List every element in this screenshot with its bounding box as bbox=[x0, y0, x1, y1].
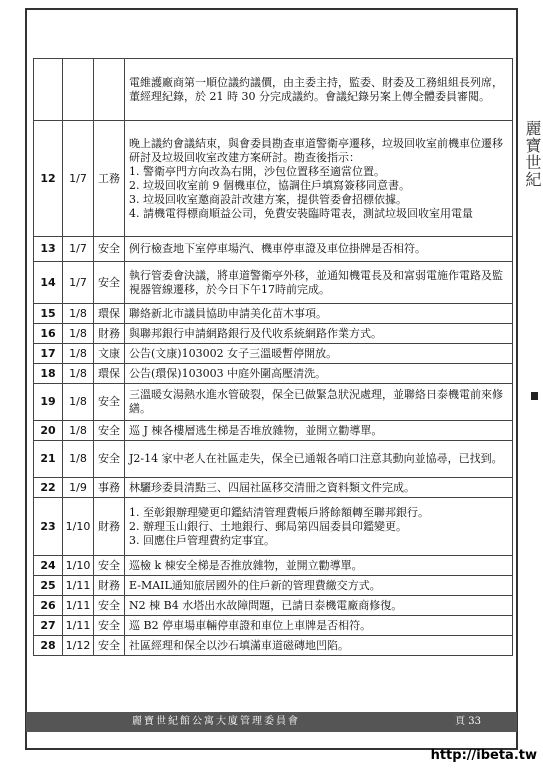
row-number: 24 bbox=[34, 556, 63, 576]
row-content: 林驪珍委員清點三、四屆社區移交清冊之資料類文件完成。 bbox=[125, 478, 513, 498]
row-date: 1/7 bbox=[63, 237, 94, 262]
work-log-table bbox=[33, 58, 513, 656]
row-number: 19 bbox=[34, 384, 63, 421]
footer-bar bbox=[26, 712, 517, 732]
row-content: 執行管委會決議，將車道警衛亭外移，並通知機電長及和富弱電施作電路及監視器管線遷移，於今日下午17時前完成。 bbox=[125, 262, 513, 304]
table-row bbox=[34, 556, 513, 576]
row-category: 安全 bbox=[94, 616, 125, 636]
row-category: 財務 bbox=[94, 324, 125, 344]
row-number: 21 bbox=[34, 441, 63, 478]
table-row bbox=[34, 421, 513, 441]
row-date: 1/8 bbox=[63, 384, 94, 421]
row-category: 環保 bbox=[94, 304, 125, 324]
table-row bbox=[34, 304, 513, 324]
row-number: 22 bbox=[34, 478, 63, 498]
table-row bbox=[34, 636, 513, 656]
row-number: 27 bbox=[34, 616, 63, 636]
side-tab-text: 麗寶世紀 bbox=[523, 120, 542, 188]
row-number bbox=[34, 59, 63, 121]
row-category: 安全 bbox=[94, 636, 125, 656]
table-row bbox=[34, 441, 513, 478]
table-row bbox=[34, 121, 513, 237]
row-content: 電維護廠商第一順位議約議價，由主委主持，監委、財委及工務組組長列席，董經理紀錄，於 21 時 30 分完成議約。會議紀錄另案上傳全體委員審閱。 bbox=[125, 59, 513, 121]
row-content: J2-14 家中老人在社區走失，保全已通報各哨口注意其動向並協尋，已找到。 bbox=[125, 441, 513, 478]
side-tab-mark bbox=[531, 392, 538, 400]
row-date: 1/7 bbox=[63, 121, 94, 237]
row-date: 1/11 bbox=[63, 616, 94, 636]
watermark: http://ibeta.tw bbox=[430, 748, 537, 763]
table-row bbox=[34, 59, 513, 121]
row-category: 事務 bbox=[94, 478, 125, 498]
row-category: 財務 bbox=[94, 576, 125, 596]
row-date: 1/7 bbox=[63, 262, 94, 304]
row-date: 1/10 bbox=[63, 556, 94, 576]
table-row bbox=[34, 324, 513, 344]
row-number: 16 bbox=[34, 324, 63, 344]
row-category: 安全 bbox=[94, 596, 125, 616]
row-number: 12 bbox=[34, 121, 63, 237]
row-category: 安全 bbox=[94, 237, 125, 262]
row-number: 18 bbox=[34, 364, 63, 384]
row-content: E-MAIL通知旅居國外的住戶新的管理費繳交方式。 bbox=[125, 576, 513, 596]
row-number: 28 bbox=[34, 636, 63, 656]
row-date: 1/8 bbox=[63, 364, 94, 384]
table-row bbox=[34, 498, 513, 556]
row-number: 25 bbox=[34, 576, 63, 596]
row-content: 巡 J 棟各樓層逃生梯是否堆放雜物，並開立勸導單。 bbox=[125, 421, 513, 441]
footer-title: 麗寶世紀館公寓大廈管理委員會 bbox=[132, 716, 300, 727]
row-category: 環保 bbox=[94, 364, 125, 384]
table-row bbox=[34, 344, 513, 364]
row-date bbox=[63, 59, 94, 121]
row-number: 15 bbox=[34, 304, 63, 324]
row-number: 14 bbox=[34, 262, 63, 304]
row-content: N2 棟 B4 水塔出水故障問題，已請日泰機電廠商修復。 bbox=[125, 596, 513, 616]
row-category: 安全 bbox=[94, 421, 125, 441]
row-date: 1/8 bbox=[63, 304, 94, 324]
table-row bbox=[34, 364, 513, 384]
table-row bbox=[34, 237, 513, 262]
row-content: 例行檢查地下室停車場汽、機車停車證及車位掛牌是否相符。 bbox=[125, 237, 513, 262]
row-date: 1/8 bbox=[63, 421, 94, 441]
row-number: 20 bbox=[34, 421, 63, 441]
row-content: 三溫暖女湯熱水進水管破裂，保全已做緊急狀況處理，並聯絡日泰機電前來修繕。 bbox=[125, 384, 513, 421]
binding-gutter bbox=[519, 0, 543, 768]
row-content: 聯絡新北市議員協助申請美化苗木事項。 bbox=[125, 304, 513, 324]
row-category: 財務 bbox=[94, 498, 125, 556]
row-content: 晚上議約會議結束，與會委員勘查車道警衛亭遷移，垃圾回收室前機車位遷移研討及垃圾回收室改建方案研討。勘查後指示： 1. 警衛亭門方向改為右開，沙包位置移至適當位置。 2. 垃圾回收室前 9 個機車位，協調住戶填寫簽移同意書。 3. 垃圾回收室邀商設計改建方案，提供管委會招標依據。 4. 請機電得標商順益公司，免費安裝臨時電表，測試垃圾回收室用電量 bbox=[125, 121, 513, 237]
row-number: 26 bbox=[34, 596, 63, 616]
row-category bbox=[94, 59, 125, 121]
row-category: 安全 bbox=[94, 262, 125, 304]
row-date: 1/9 bbox=[63, 478, 94, 498]
table-row bbox=[34, 576, 513, 596]
row-content: 社區經理和保全以沙石填滿車道磁磚地凹陷。 bbox=[125, 636, 513, 656]
row-content: 公告(文康)103002 女子三溫暖暫停開放。 bbox=[125, 344, 513, 364]
row-date: 1/8 bbox=[63, 324, 94, 344]
row-date: 1/12 bbox=[63, 636, 94, 656]
row-content: 1. 至彰銀辦理變更印鑑結清管理費帳戶將餘額轉至聯邦銀行。 2. 辦理玉山銀行、土地銀行、郵局第四屆委員印鑑變更。 3. 回應住戶管理費約定事宜。 bbox=[125, 498, 513, 556]
row-number: 13 bbox=[34, 237, 63, 262]
row-date: 1/8 bbox=[63, 344, 94, 364]
row-date: 1/10 bbox=[63, 498, 94, 556]
table-row bbox=[34, 596, 513, 616]
table-row bbox=[34, 384, 513, 421]
row-number: 17 bbox=[34, 344, 63, 364]
row-date: 1/11 bbox=[63, 576, 94, 596]
row-content: 與聯邦銀行申請網路銀行及代收系統網路作業方式。 bbox=[125, 324, 513, 344]
table-row bbox=[34, 478, 513, 498]
table-row bbox=[34, 262, 513, 304]
row-date: 1/8 bbox=[63, 441, 94, 478]
row-category: 安全 bbox=[94, 441, 125, 478]
row-content: 巡檢 k 棟安全梯是否推放雜物，並開立勸導單。 bbox=[125, 556, 513, 576]
row-number: 23 bbox=[34, 498, 63, 556]
row-category: 文康 bbox=[94, 344, 125, 364]
row-content: 巡 B2 停車場車輛停車證和車位上車牌是否相符。 bbox=[125, 616, 513, 636]
row-category: 工務 bbox=[94, 121, 125, 237]
table-row bbox=[34, 616, 513, 636]
row-category: 安全 bbox=[94, 384, 125, 421]
page-number: 頁 33 bbox=[455, 716, 481, 727]
row-date: 1/11 bbox=[63, 596, 94, 616]
row-content: 公告(環保)103003 中庭外圍高壓清洗。 bbox=[125, 364, 513, 384]
row-category: 安全 bbox=[94, 556, 125, 576]
